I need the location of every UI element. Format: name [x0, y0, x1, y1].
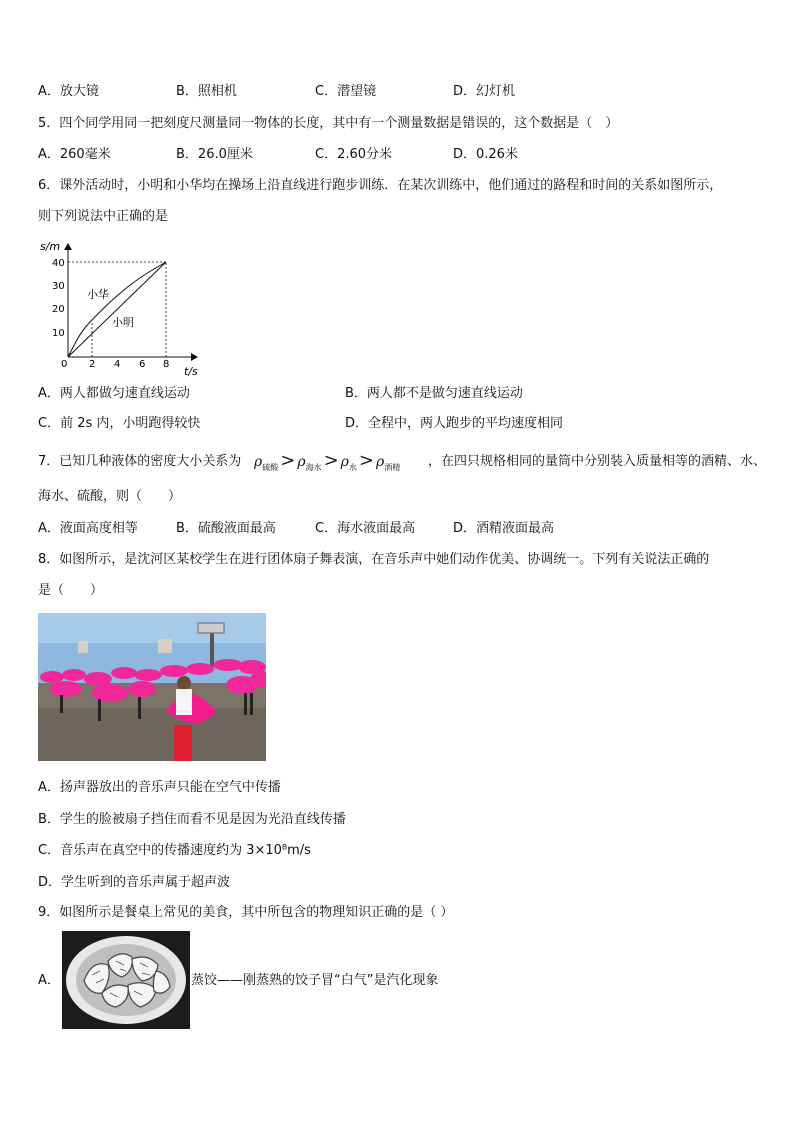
- st-graph: [34, 236, 204, 378]
- series-line-1: [68, 262, 166, 357]
- q6-option-d: D．全程中，两人跑步的平均速度相同: [345, 416, 564, 431]
- q6-stem-line2: 则下列说法中正确的是: [38, 209, 169, 224]
- q8-option-c: C．音乐声在真空中的传播速度约为 3×10⁸m/s: [38, 843, 311, 858]
- q9-option-a-text: 蒸饺——刚蒸熟的饺子冒“白气”是汽化现象: [191, 973, 439, 988]
- rho-sub-sulfuric: 硫酸: [262, 462, 279, 472]
- q8-stem-line2: 是（ ）: [38, 583, 104, 598]
- y-tick-40: 40: [52, 258, 65, 269]
- q8-option-a: A．扬声器放出的音乐声只能在空气中传播: [38, 780, 281, 795]
- q4-option-c: C．潜望镜: [315, 84, 377, 99]
- q7-stem-prefix: 7．已知几种液体的密度大小关系为: [38, 454, 242, 469]
- q7-density-formula: [254, 452, 400, 477]
- x-axis-label: t/s: [184, 365, 198, 378]
- rho-symbol-2: ρ: [297, 454, 306, 470]
- rho-sub-alcohol: 酒精: [384, 462, 401, 472]
- series-label-xiaoming: 小明: [112, 316, 134, 329]
- q7-option-a: A．液面高度相等: [38, 521, 138, 536]
- q7-stem-suffix: ，在四只规格相同的量筒中分别装入质量相等的酒精、水、: [428, 454, 767, 469]
- q7-option-d: D．酒精液面最高: [453, 521, 555, 536]
- q8-option-b: B．学生的脸被扇子挡住而看不见是因为光沿直线传播: [38, 812, 346, 827]
- y-tick-10: 10: [52, 328, 65, 339]
- q6-stem-line1: 6．课外活动时，小明和小华均在操场上沿直线进行跑步训练．在某次训练中，他们通过的路程和时间的关系如图所示，: [38, 178, 723, 193]
- q5-option-c: C．2.60分米: [315, 147, 393, 162]
- q6-option-c: C．前 2s 内，小明跑得较快: [38, 416, 201, 431]
- x-tick-6: 6: [139, 359, 146, 370]
- q4-option-b: B．照相机: [176, 84, 237, 99]
- x-tick-4: 4: [114, 359, 121, 370]
- x-tick-0: 0: [61, 359, 68, 370]
- dumplings-photo: [62, 931, 190, 1029]
- q8-option-d: D．学生听到的音乐声属于超声波: [38, 875, 231, 890]
- x-tick-8: 8: [163, 359, 170, 370]
- y-tick-30: 30: [52, 281, 65, 292]
- q6-option-b: B．两人都不是做匀速直线运动: [345, 386, 523, 401]
- series-label-xiaohua: 小华: [87, 288, 109, 301]
- q5-option-d: D．0.26米: [453, 147, 518, 162]
- q5-stem: 5．四个同学用同一把刻度尺测量同一物体的长度，其中有一个测量数据是错误的，这个数据是（ ）: [38, 116, 619, 131]
- q9-stem: 9．如图所示是餐桌上常见的美食，其中所包含的物理知识正确的是（ ）: [38, 905, 454, 920]
- q5-option-a: A．260毫米: [38, 147, 111, 162]
- fan-dance-photo: [38, 613, 266, 761]
- q6-option-a: A．两人都做匀速直线运动: [38, 386, 190, 401]
- gt-sign-3: >: [358, 450, 374, 471]
- x-tick-2: 2: [89, 359, 96, 370]
- rho-symbol-1: ρ: [254, 454, 263, 470]
- q7-option-b: B．硫酸液面最高: [176, 521, 276, 536]
- y-tick-20: 20: [52, 304, 65, 315]
- q7-stem-line2: 海水、硫酸，则（ ）: [38, 489, 182, 504]
- q8-stem-line1: 8．如图所示，是沈河区某校学生在进行团体扇子舞表演，在音乐声中她们动作优美、协调统一。下列有关说法正确的: [38, 552, 710, 567]
- rho-sub-water: 水: [348, 462, 357, 472]
- rho-sub-seawater: 海水: [305, 462, 322, 472]
- q4-option-a: A．放大镜: [38, 84, 99, 99]
- rho-symbol-4: ρ: [375, 454, 385, 470]
- y-axis-label: s/m: [40, 240, 61, 253]
- rho-symbol-3: ρ: [340, 454, 349, 470]
- q9-option-a-label: A．: [38, 973, 60, 988]
- q7-option-c: C．海水液面最高: [315, 521, 416, 536]
- gt-sign-1: >: [280, 450, 296, 471]
- gt-sign-2: >: [323, 450, 339, 471]
- q5-option-b: B．26.0厘米: [176, 147, 253, 162]
- q4-option-d: D．幻灯机: [453, 84, 516, 99]
